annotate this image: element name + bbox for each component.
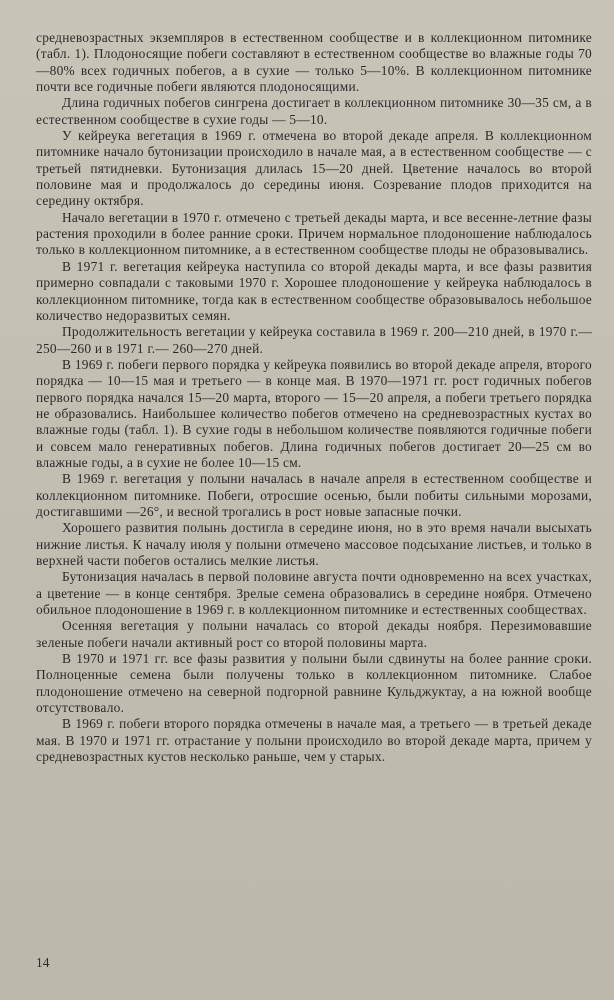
paragraph: Хорошего развития полынь достигла в середине июня, но в это время начали высыхать нижние листья. К началу июля у полыни отмечено массовое подсыхание листьев, и только в верхней части побегов остались мелкие листья. [36, 520, 592, 568]
paragraph: У кейреука вегетация в 1969 г. отмечена во второй декаде апреля. В коллекционном питомнике начало бутонизации происходило в начале мая, а в естественном сообществе — с третьей пятидневки. Бутонизация длилась 15—20 дней. Цветение началось во второй половине мая и продолжалось до середины июня. Созревание плодов приходится на середину октября. [36, 128, 592, 209]
paragraph: средневозрастных экземпляров в естественном сообществе и в коллекционном питомнике (табл. 1). Плодоносящие побеги составляют в естественном сообществе во влажные годы 70—80% всех годичных побегов, а в сухие — только 5—10%. В коллекционном питомнике почти все годичные побеги являются плодоносящими. [36, 30, 592, 95]
paragraph: Продолжительность вегетации у кейреука составила в 1969 г. 200—210 дней, в 1970 г.— 250—260 и в 1971 г.— 260—270 дней. [36, 324, 592, 356]
paragraph: В 1971 г. вегетация кейреука наступила со второй декады марта, и все фазы развития примерно совпадали с таковыми 1970 г. Хорошее плодоношение у кейреука наблюдалось в коллекционном питомнике, тогда как в естественном сообществе образовывалось небольшое количество недоразвитых семян. [36, 258, 592, 323]
paragraph: Длина годичных побегов сингрена достигает в коллекционном питомнике 30—35 см, а в естественном сообществе в сухие годы — 5—10. [36, 95, 592, 127]
paragraph: Бутонизация началась в первой половине августа почти одновременно на всех участках, а цветение — в конце сентября. Зрелые семена образовались в середине ноября. Отмечено обильное плодоношение в 1969 г. в коллекционном питомнике и естественных сообществах. [36, 569, 592, 618]
paragraph: В 1969 г. побеги второго порядка отмечены в начале мая, а третьего — в третьей декаде мая. В 1970 и 1971 гг. отрастание у полыни происходило во второй декаде марта, причем у средневозрастных кустов несколько раньше, чем у старых. [36, 716, 592, 765]
page-number: 14 [36, 955, 50, 970]
body-text [36, 30, 592, 765]
paragraph: Начало вегетации в 1970 г. отмечено с третьей декады марта, и все весенне-летние фазы растения проходили в более ранние сроки. Причем нормальное плодоношение наблюдалось только в коллекционном питомнике, а в естественном сообществе плоды не образовывались. [36, 209, 592, 258]
paragraph: В 1969 г. побеги первого порядка у кейреука появились во второй декаде апреля, второго порядка — 10—15 мая и третьего — в конце мая. В 1970—1971 гг. рост годичных побегов первого порядка начался 15—20 марта, второго — 15—20 апреля, а побеги третьего порядка не образовались. Наибольшее количество побегов отмечено на средневозрастных кустах во влажные годы (табл. 1). В сухие годы в небольшом количестве появляются годичные побеги и совсем мало генеративных побегов. Длина годичных побегов достигает 20—25 см во влажные годы, а в сухие не более 10—15 см. [36, 356, 592, 470]
paragraph: В 1969 г. вегетация у полыни началась в начале апреля в естественном сообществе и коллекционном питомнике. Побеги, отросшие осенью, были побиты сильными морозами, достигавшими —26°, и весной трогались в рост новые запасные почки. [36, 471, 592, 519]
paragraph: Осенняя вегетация у полыни началась со второй декады ноября. Перезимовавшие зеленые побеги начали активный рост со второй половины марта. [36, 618, 592, 650]
paragraph: В 1970 и 1971 гг. все фазы развития у полыни были сдвинуты на более ранние сроки. Полноценные семена были получены только в коллекционном питомнике. Слабое плодоношение отмечено на северной подгорной равнине Кульджуктау, а на южной вообще отсутствовало. [36, 651, 592, 716]
